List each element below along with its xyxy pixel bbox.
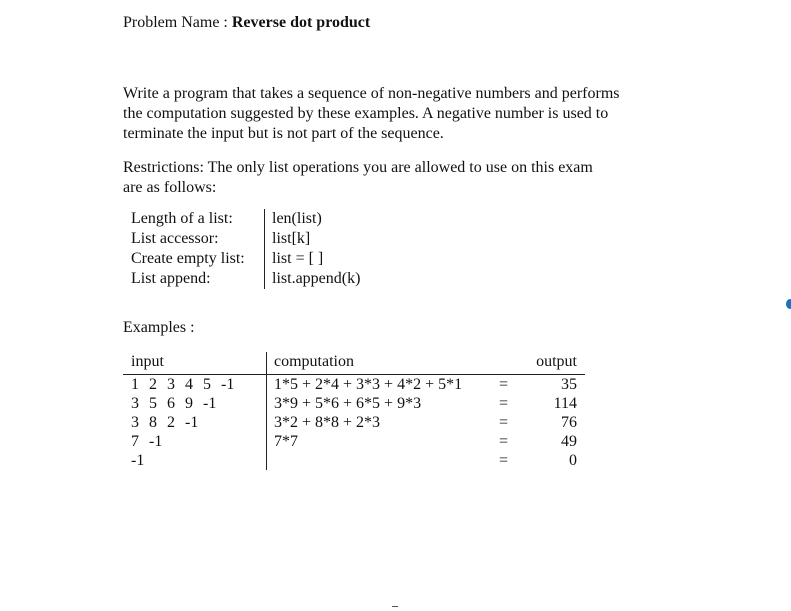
cell-input: -1 [131,452,145,469]
cell-equals: = [499,433,509,450]
header-output: output [536,353,577,370]
restriction-row [131,209,360,229]
cell-input: 7 -1 [131,433,163,450]
page-mark [392,606,398,607]
cell-input: 3 5 6 9 -1 [131,395,217,412]
table-row [123,375,585,395]
description-line: terminate the input but is not part of the sequence. [123,125,444,142]
examples-table [123,352,585,472]
examples-label: Examples : [123,319,195,336]
description-line: the computation suggested by these examples. A negative number is used to [123,105,609,122]
header-input: input [131,353,164,370]
problem-name: Reverse dot product [231,14,371,31]
cell-equals: = [499,414,509,431]
restrictions-line: are as follows: [123,179,217,196]
cell-computation: 7*7 [274,433,298,450]
cell-input: 1 2 3 4 5 -1 [131,376,235,393]
problem-header [123,14,370,32]
header-computation: computation [274,353,354,370]
cell-output: 114 [553,395,577,412]
restriction-name: Create empty list: [131,250,245,267]
restrictions-line: Restrictions: The only list operations you are allowed to use on this exam [123,159,593,176]
cell-equals: = [499,452,509,469]
cell-output: 49 [561,433,577,450]
cell-output: 35 [561,376,577,393]
restriction-row [131,249,360,269]
restriction-name: Length of a list: [131,210,233,227]
description-line: Write a program that takes a sequence of non-negative numbers and performs [123,85,620,102]
problem-description [123,84,683,144]
table-row [123,394,585,414]
restriction-op: list[k] [265,229,361,249]
restriction-name: List append: [131,270,211,287]
problem-name-label: Problem Name : [123,14,228,31]
cell-computation: 3*2 + 8*8 + 2*3 [274,414,381,431]
restriction-op: list = [ ] [265,249,361,269]
cell-input: 3 8 2 -1 [131,414,199,431]
restriction-row [131,269,360,289]
restriction-op: len(list) [265,209,361,229]
cell-equals: = [499,395,509,412]
cell-computation: 3*9 + 5*6 + 6*5 + 9*3 [274,395,422,412]
table-row [123,413,585,433]
restriction-name: List accessor: [131,230,219,247]
restrictions-table [131,209,360,289]
table-row [123,432,585,452]
cell-output: 0 [569,452,577,469]
cell-output: 76 [561,414,577,431]
table-row [123,451,585,471]
cell-equals: = [499,376,509,393]
scroll-indicator[interactable] [786,299,791,309]
restriction-op: list.append(k) [265,269,361,289]
restriction-row [131,229,360,249]
restrictions-text [123,158,683,198]
cell-computation: 1*5 + 2*4 + 3*3 + 4*2 + 5*1 [274,376,463,393]
